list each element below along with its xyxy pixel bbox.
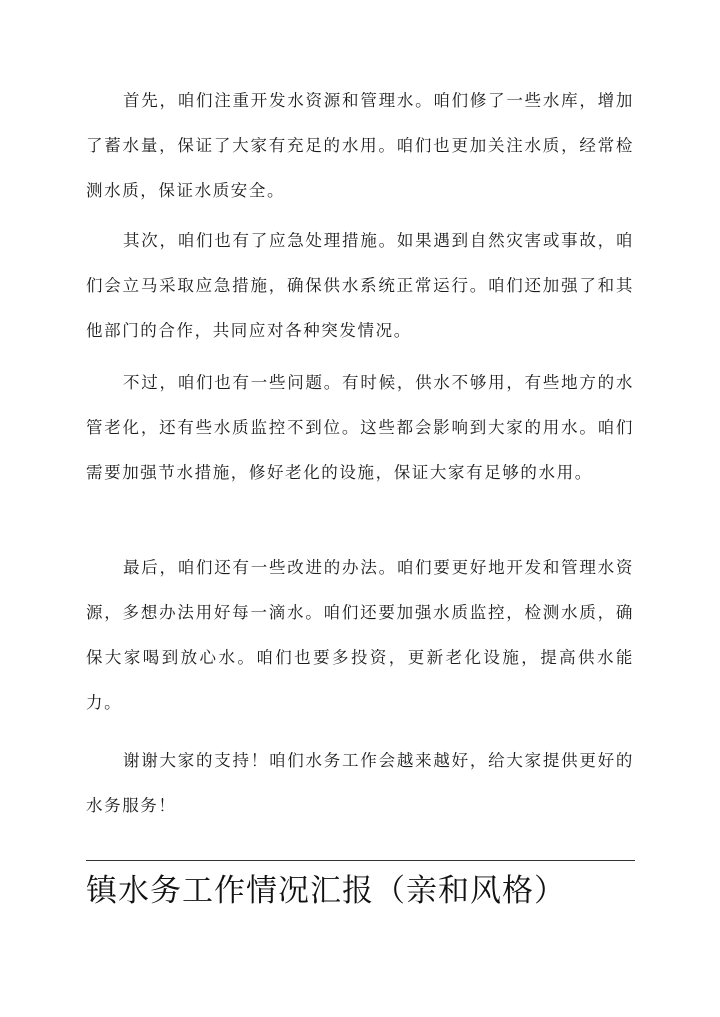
paragraph-water-resources: 首先，咱们注重开发水资源和管理水。咱们修了一些水库，增加了蓄水量，保证了大家有充足的水用。咱们也更加关注水质，经常检测水质，保证水质安全。 <box>86 91 634 200</box>
section-title: 镇水务工作情况汇报（亲和风格） <box>86 873 566 909</box>
paragraph-improvements: 最后，咱们还有一些改进的办法。咱们要更好地开发和管理水资源，多想办法用好每一滴水。咱们还要加强水质监控，检测水质，确保大家喝到放心水。咱们也要多投资，更新老化设施，提高供水能力。 <box>86 558 634 712</box>
paragraph-thanks: 谢谢大家的支持！咱们水务工作会越来越好，给大家提供更好的水务服务！ <box>86 751 634 815</box>
section-divider <box>86 860 635 861</box>
paragraph-problems: 不过，咱们也有一些问题。有时候，供水不够用，有些地方的水管老化，还有些水质监控不到位。这些都会影响到大家的用水。咱们需要加强节水措施，修好老化的设施，保证大家有足够的水用。 <box>86 373 634 482</box>
paragraph-emergency-measures: 其次，咱们也有了应急处理措施。如果遇到自然灾害或事故，咱们会立马采取应急措施，确保供水系统正常运行。咱们还加强了和其他部门的合作，共同应对各种突发情况。 <box>86 231 634 340</box>
